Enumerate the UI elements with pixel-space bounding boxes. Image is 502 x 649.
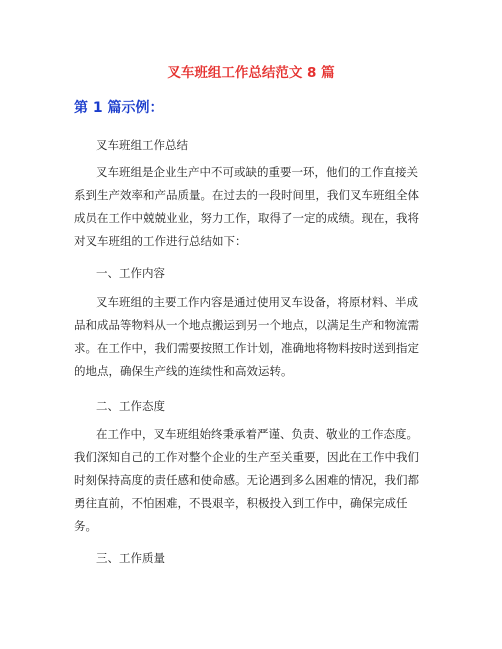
intro-line-2: 系到生产效率和产品质量。在过去的一段时间里，我们叉车班组全体 — [74, 188, 419, 202]
section-3-heading: 三、工作质量 — [96, 551, 165, 565]
section-1-line-3: 求。在工作中，我们需要按照工作计划，准确地将物料按时送到指定 — [74, 341, 419, 355]
section-2-line-2: 我们深知自己的工作对整个企业的生产至关重要，因此在工作中我们 — [74, 450, 419, 464]
section-2-line-3: 时刻保持高度的责任感和使命感。无论遇到多么困难的情况，我们都 — [74, 473, 419, 487]
report-title: 叉车班组工作总结 — [96, 138, 188, 152]
section-2-line-5: 务。 — [74, 519, 97, 533]
section-1-line-4: 的地点，确保生产线的连续性和高效运转。 — [74, 364, 293, 378]
section-1-line-1: 叉车班组的主要工作内容是通过使用叉车设备，将原材料、半成 — [96, 295, 418, 309]
example-heading: 第 1 篇示例： — [74, 100, 164, 116]
section-2-line-1: 在工作中，叉车班组始终秉承着严谨、负责、敬业的工作态度。 — [96, 427, 418, 441]
section-2-line-4: 勇往直前，不怕困难，不畏艰辛，积极投入到工作中，确保完成任 — [74, 496, 408, 510]
section-2-heading: 二、工作态度 — [96, 399, 165, 413]
section-1-heading: 一、工作内容 — [96, 266, 165, 280]
intro-line-1: 叉车班组是企业生产中不可或缺的重要一环，他们的工作直接关 — [96, 165, 418, 179]
intro-line-4: 对叉车班组的工作进行总结如下： — [74, 234, 247, 248]
intro-line-3: 成员在工作中兢兢业业，努力工作，取得了一定的成绩。现在，我将 — [74, 211, 419, 225]
document-title: 叉车班组工作总结范文 8 篇 — [167, 65, 335, 81]
section-1-line-2: 品和成品等物料从一个地点搬运到另一个地点，以满足生产和物流需 — [74, 318, 419, 332]
